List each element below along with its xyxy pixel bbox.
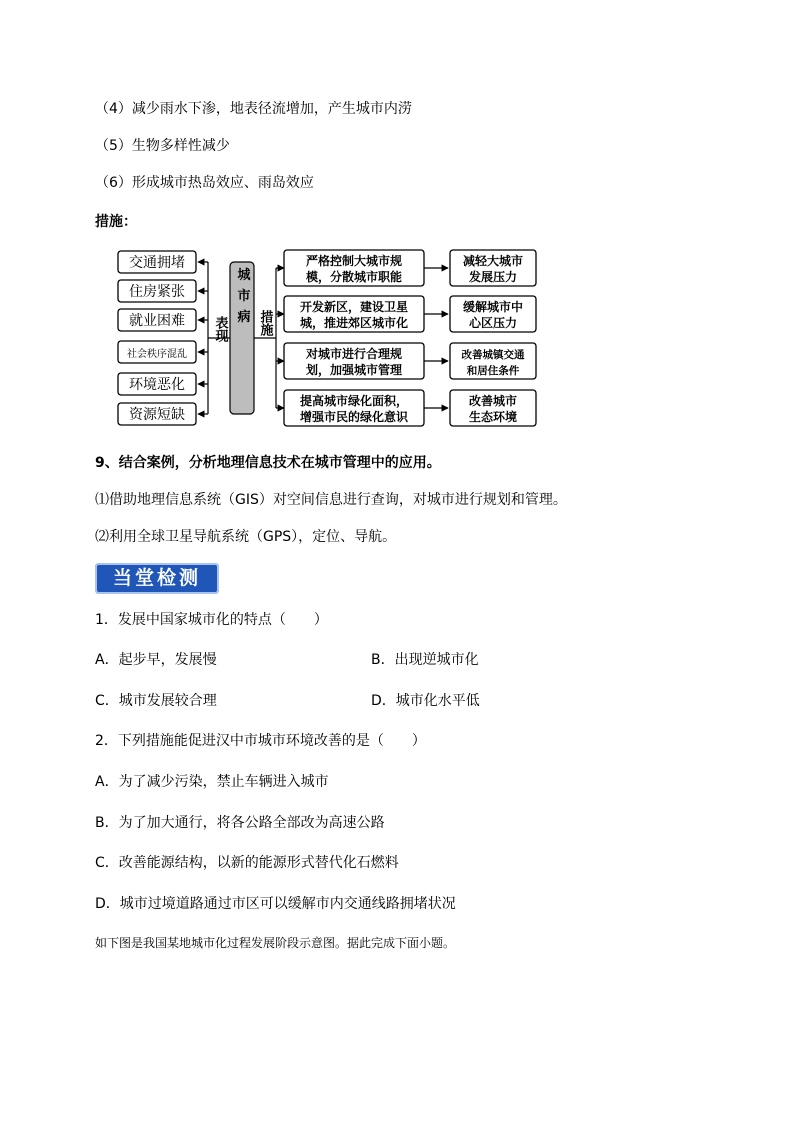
question-1-option-c: C．城市发展较合理 [95,693,217,709]
measure-text: 提高城市绿化面积， [299,394,409,408]
right-label: 措施 [257,310,273,336]
result-text: 心区压力 [468,316,518,330]
question-2-option-d: D．城市过境道路通过市区可以缓解市内交通线路拥堵状况 [95,896,456,912]
question-2-option-b: B．为了加大通行，将各公路全部改为高速公路 [95,815,385,831]
measure-text: 划，加强城市管理 [305,363,403,377]
center-label: 城市病 [234,267,250,331]
symptom-label: 住房紧张 [129,284,185,300]
question-1-option-b: B．出现逆城市化 [371,652,479,668]
symptom-label: 环境恶化 [129,377,185,393]
result-text: 生态环境 [468,410,518,424]
measure-text: 严格控制大城市规 [305,254,403,268]
measures-heading: 措施： [95,214,137,230]
symptom-label: 社会秩序混乱 [127,349,187,360]
measure-labels [300,253,409,424]
symptom-boxes [118,251,196,425]
section-banner [95,563,219,594]
result-text: 改善城市 [468,394,518,408]
result-text: 发展压力 [468,270,518,284]
result-labels [462,253,525,424]
question-1-option-a: A．起步早，发展慢 [95,652,217,668]
footer-note: 如下图是我国某地城市化过程发展阶段示意图。据此完成下面小题。 [95,936,456,950]
symptom-label: 资源短缺 [129,407,185,423]
result-text: 和居住条件 [466,365,520,377]
question-2-stem: 2．下列措施能促进汉中市城市环境改善的是（ ） [95,733,426,749]
measure-text: 模，分散城市职能 [305,270,403,284]
right-bracket [254,268,284,408]
symptom-label: 交通拥堵 [129,255,185,271]
measure-text: 对城市进行合理规 [305,347,403,361]
left-label: 表现 [212,316,228,342]
q9-point-2: ⑵利用全球卫星导航系统（GPS），定位、导航。 [95,529,397,545]
result-text: 缓解城市中 [462,300,524,314]
effect-item-5: （5）生物多样性减少 [95,138,230,154]
question-2-option-c: C．改善能源结构，以新的能源形式替代化石燃料 [95,855,399,871]
section-banner-label: 当堂检测 [112,567,201,589]
question-1-stem: 1．发展中国家城市化的特点（ ） [95,612,328,628]
effect-item-6: （6）形成城市热岛效应、雨岛效应 [95,175,314,191]
measure-text: 城，推进郊区城市化 [299,316,409,330]
result-text: 减轻大城市 [462,254,524,268]
effect-item-4: （4）减少雨水下渗，地表径流增加，产生城市内涝 [95,101,412,117]
urban-disease-diagram [110,243,540,428]
question-2-option-a: A．为了减少污染，禁止车辆进入城市 [95,774,329,790]
measure-text: 增强市民的绿化意识 [299,410,409,424]
symptom-label: 就业困难 [129,313,185,329]
q9-title: 9、结合案例，分析地理信息技术在城市管理中的应用。 [95,455,441,471]
result-text: 改善城镇交通 [461,349,525,361]
measure-text: 开发新区，建设卫星 [299,300,409,314]
measure-arrows [424,268,448,408]
q9-point-1: ⑴借助地理信息系统（GIS）对空间信息进行查询，对城市进行规划和管理。 [95,492,567,508]
question-1-option-d: D．城市化水平低 [371,693,480,709]
